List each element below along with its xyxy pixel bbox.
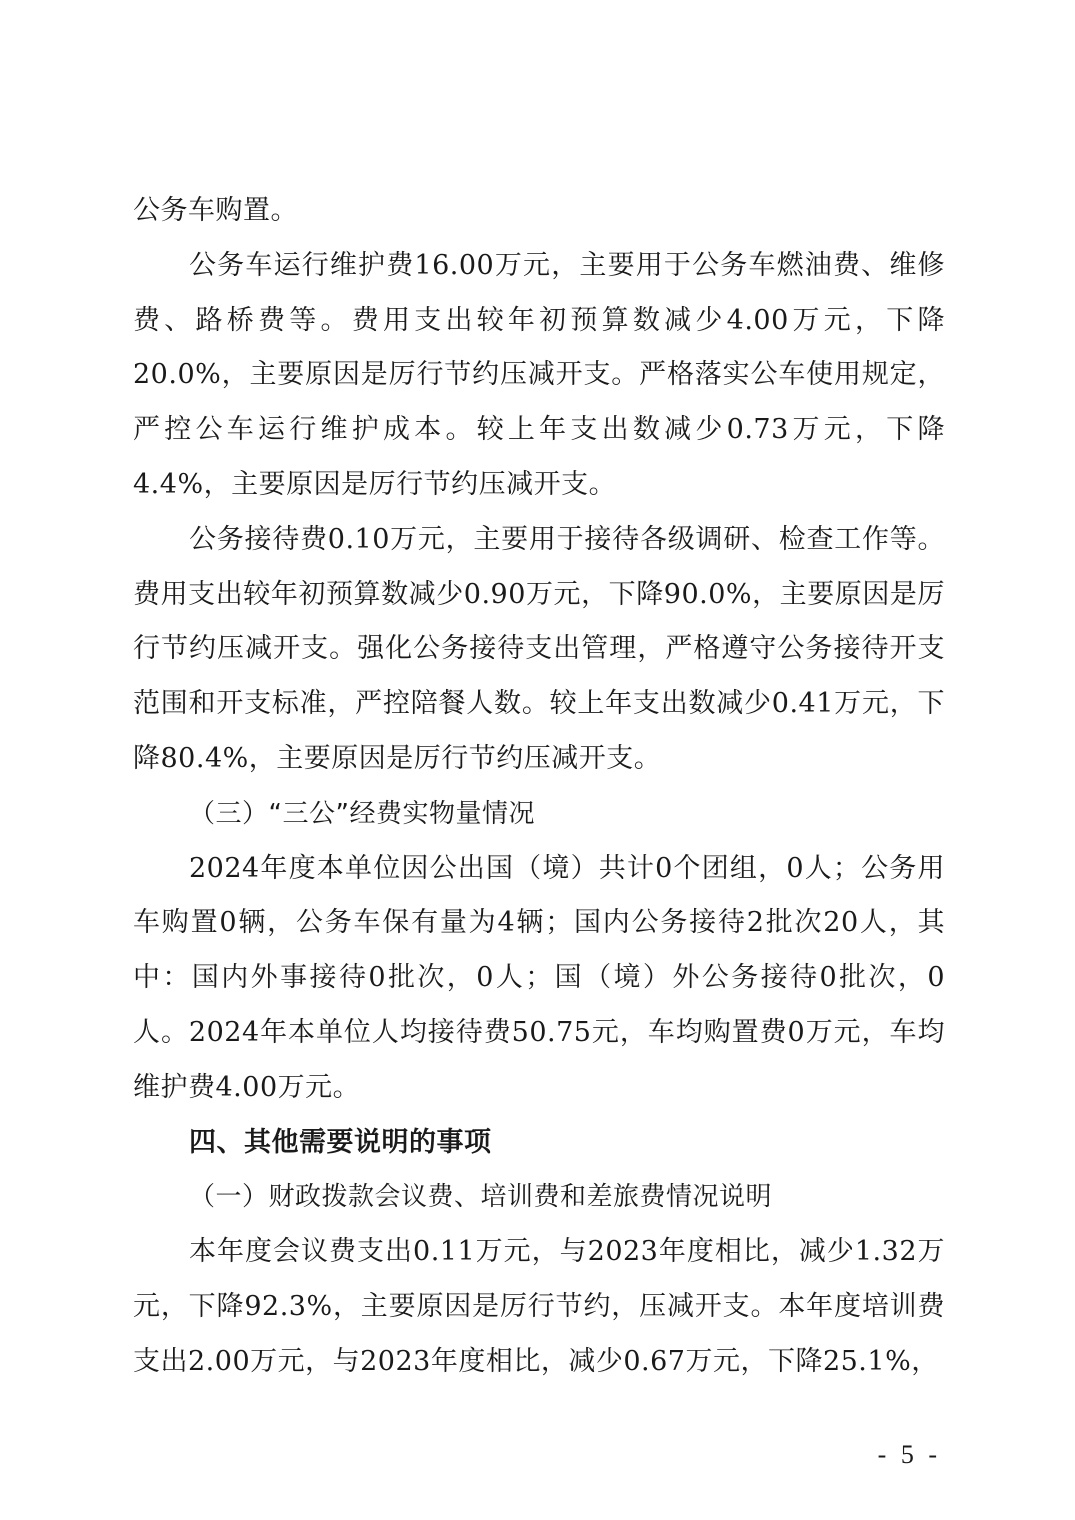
paragraph-physical-quantity: 2024年度本单位因公出国（境）共计0个团组，0人；公务用车购置0辆，公务车保有量为4辆；国内公务接待2批次20人，其中：国内外事接待0批次，0人；国（境）外公务接待0批次，0人。2024年本单位人均接待费50.75元，车均购置费0万元，车均维护费4.00万元。 — [133, 852, 945, 1103]
page-number: - 5 - — [877, 1440, 941, 1469]
paragraph-reception-fee: 公务接待费0.10万元，主要用于接待各级调研、检查工作等。费用支出较年初预算数减少0.90万元，下降90.0%，主要原因是厉行节约压减开支。强化公务接待支出管理，严格遵守公务接待开支范围和开支标准，严控陪餐人数。较上年支出数减少0.41万元，下降80.4%，主要原因是厉行节约压减开支。 — [133, 523, 945, 774]
paragraph-meeting-training: 本年度会议费支出0.11万元，与2023年度相比，减少1.32万元，下降92.3%，主要原因是厉行节约，压减开支。本年度培训费支出2.00万元，与2023年度相比，减少0.67万元，下降25.1%， — [133, 1236, 945, 1377]
paragraph-continuation: 公务车购置。 — [133, 195, 298, 226]
document-body — [133, 184, 945, 1390]
subheading-meeting-training-travel: （一）财政拨款会议费、培训费和差旅费情况说明 — [189, 1182, 773, 1213]
subheading-physical-quantity: （三）“三公”经费实物量情况 — [189, 798, 535, 829]
paragraph-vehicle-maintenance: 公务车运行维护费16.00万元，主要用于公务车燃油费、维修费、路桥费等。费用支出较年初预算数减少4.00万元，下降20.0%，主要原因是厉行节约压减开支。严格落实公车使用规定，严控公车运行维护成本。较上年支出数减少0.73万元，下降4.4%，主要原因是厉行节约压减开支。 — [133, 249, 945, 500]
section-heading-other-matters: 四、其他需要说明的事项 — [189, 1126, 492, 1158]
